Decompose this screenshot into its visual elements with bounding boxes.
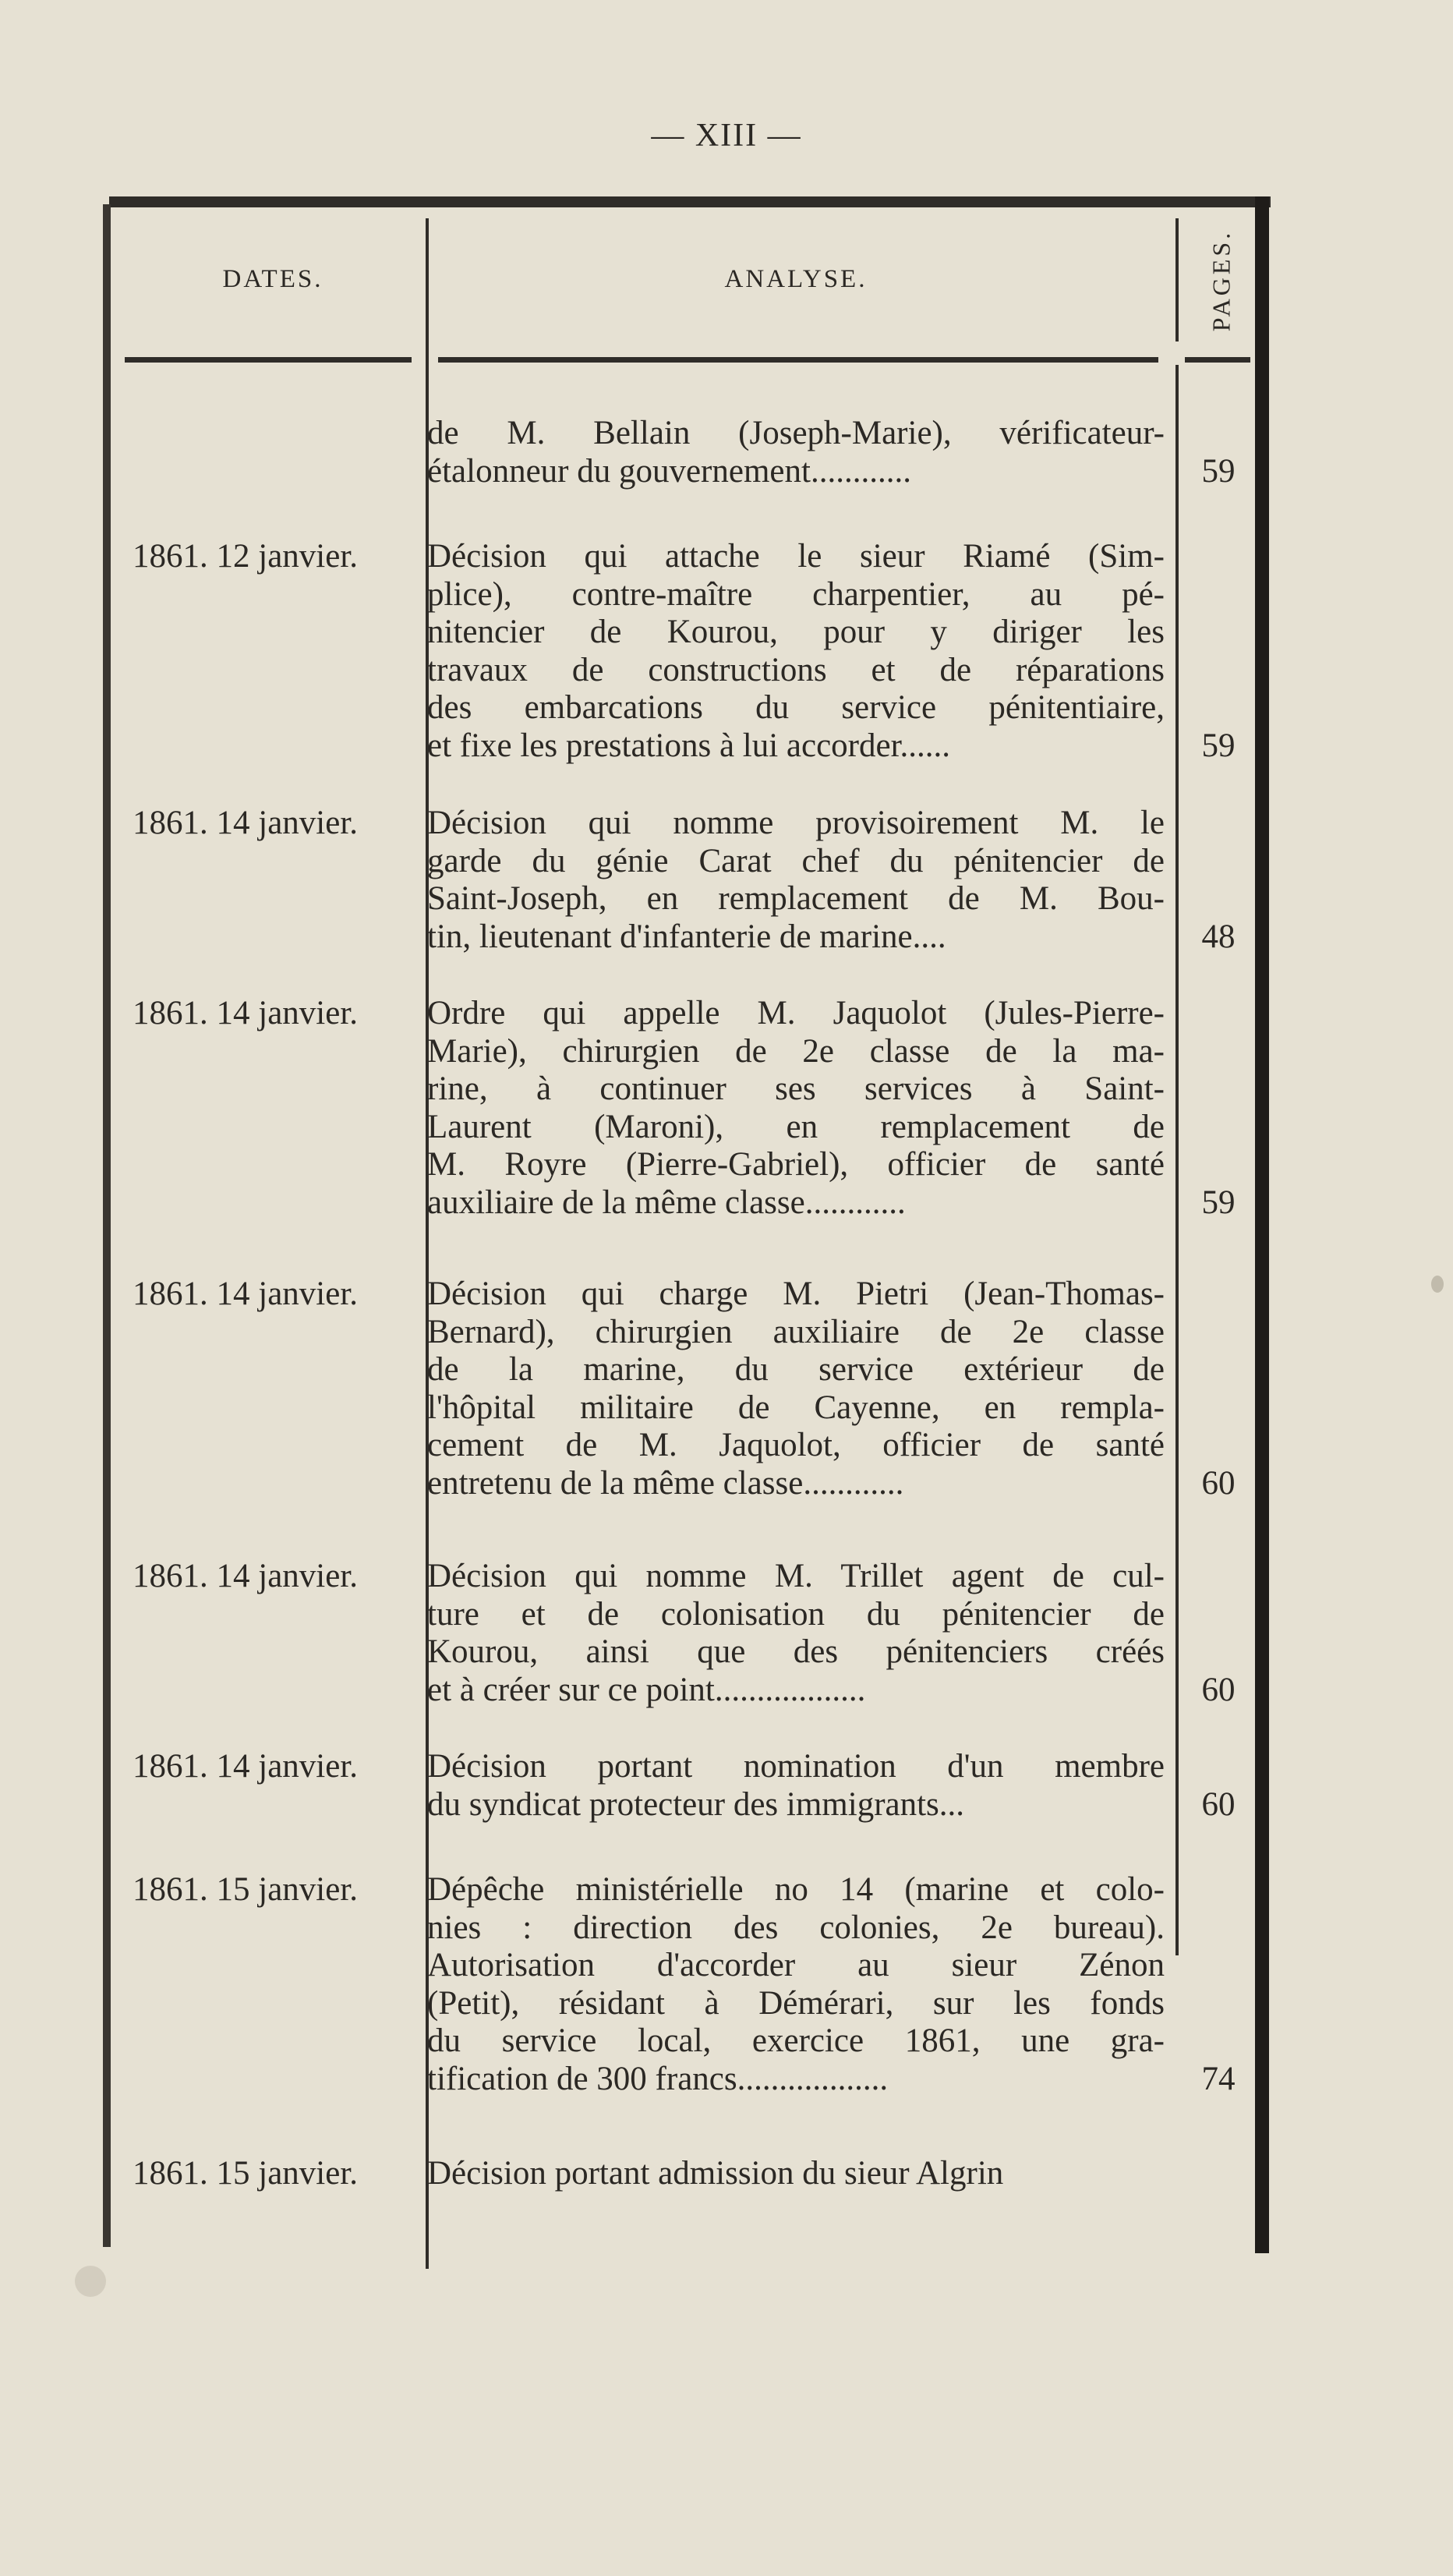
entry-analysis xyxy=(427,1558,1165,1709)
analysis-line: Laurent (Maroni), en remplacement de xyxy=(427,1108,1165,1145)
analysis-line: Décision qui attache le sieur Riamé (Sim- xyxy=(427,538,1165,575)
entry-analysis xyxy=(427,995,1165,1222)
entry-date: 1861. 14 janvier. xyxy=(133,1748,359,1785)
table-right-border xyxy=(1255,196,1269,2253)
entry-analysis xyxy=(427,805,1165,956)
analysis-line: plice), contre-maître charpentier, au pé- xyxy=(427,575,1165,613)
paper-spot xyxy=(75,2266,106,2297)
table-left-border xyxy=(103,204,111,2247)
analysis-line: travaux de constructions et de réparations xyxy=(427,651,1165,688)
analysis-line: (Petit), résidant à Démérari, sur les fonds xyxy=(427,1984,1165,2022)
column-header-pages-text: PAGES. xyxy=(1207,229,1236,332)
analysis-line: et fixe les prestations à lui accorder...... xyxy=(427,727,951,764)
analysis-line: Ordre qui appelle M. Jaquolot (Jules-Pierre- xyxy=(427,995,1165,1031)
analysis-line: tification de 300 francs.................. xyxy=(427,2060,889,2097)
analysis-line: du service local, exercice 1861, une gra- xyxy=(427,2022,1165,2059)
column-divider-pages xyxy=(1175,365,1179,1955)
analysis-line: Marie), chirurgien de 2e classe de la ma- xyxy=(427,1032,1165,1070)
analysis-line: nies : direction des colonies, 2e bureau). xyxy=(427,1909,1165,1946)
entry-page-ref: 48 xyxy=(1201,918,1236,955)
entry-analysis xyxy=(427,1748,1165,1824)
entry-date: 1861. 14 janvier. xyxy=(133,1558,359,1594)
entry-page-ref: 59 xyxy=(1201,452,1236,490)
entry-page-ref: 60 xyxy=(1201,1464,1236,1502)
entry-analysis xyxy=(427,2155,1165,2193)
page-number: — XIII — xyxy=(651,118,802,154)
analysis-line: Dépêche ministérielle no 14 (marine et colo- xyxy=(427,1871,1165,1908)
entry-analysis xyxy=(427,538,1165,765)
analysis-line: Décision qui nomme provisoirement M. le xyxy=(427,805,1165,841)
entry-date: 1861. 14 janvier. xyxy=(133,805,359,841)
entry-date: 1861. 12 janvier. xyxy=(133,538,359,575)
header-rule-analyse xyxy=(438,357,1158,363)
analysis-line: rine, à continuer ses services à Saint- xyxy=(427,1070,1165,1107)
entry-analysis xyxy=(427,415,1165,490)
header-rule-dates xyxy=(125,357,412,363)
column-header-dates: DATES. xyxy=(222,265,323,293)
analysis-line: l'hôpital militaire de Cayenne, en rempla- xyxy=(427,1389,1165,1426)
analysis-line: et à créer sur ce point.................. xyxy=(427,1671,866,1708)
analysis-line: de M. Bellain (Joseph-Marie), vérificateur- xyxy=(427,415,1165,451)
entry-date: 1861. 15 janvier. xyxy=(133,2155,359,2192)
column-divider-pages-header xyxy=(1175,218,1179,341)
analysis-line: Autorisation d'accorder au sieur Zénon xyxy=(427,1947,1165,1983)
entry-date: 1861. 14 janvier. xyxy=(133,1276,359,1312)
analysis-line: Kourou, ainsi que des pénitenciers créés xyxy=(427,1633,1165,1670)
entry-analysis xyxy=(427,1871,1165,2098)
analysis-line: auxiliaire de la même classe............ xyxy=(427,1184,906,1221)
analysis-line: M. Royre (Pierre-Gabriel), officier de santé xyxy=(427,1146,1165,1183)
analysis-line: nitencier de Kourou, pour y diriger les xyxy=(427,614,1165,650)
analysis-line: Décision qui nomme M. Trillet agent de cul- xyxy=(427,1558,1165,1594)
analysis-line: garde du génie Carat chef du pénitencier de xyxy=(427,842,1165,879)
entry-page-ref: 59 xyxy=(1201,1184,1236,1221)
entry-page-ref: 60 xyxy=(1201,1671,1236,1708)
analysis-line: entretenu de la même classe............ xyxy=(427,1464,904,1502)
entry-page-ref: 60 xyxy=(1201,1785,1236,1823)
analysis-line: Bernard), chirurgien auxiliaire de 2e classe xyxy=(427,1313,1165,1350)
entry-date: 1861. 14 janvier. xyxy=(133,995,359,1031)
analysis-line: Saint-Joseph, en remplacement de M. Bou- xyxy=(427,880,1165,917)
analysis-line: tin, lieutenant d'infanterie de marine.... xyxy=(427,918,946,955)
analysis-line: des embarcations du service pénitentiaire, xyxy=(427,689,1165,726)
analysis-line: Décision portant admission du sieur Algrin xyxy=(427,2155,1004,2192)
column-header-analyse: ANALYSE. xyxy=(724,265,868,293)
entry-date: 1861. 15 janvier. xyxy=(133,1871,359,1908)
analysis-line: Décision portant nomination d'un membre xyxy=(427,1748,1165,1785)
analysis-line: de la marine, du service extérieur de xyxy=(427,1351,1165,1388)
paper-spot xyxy=(1431,1276,1444,1293)
entry-page-ref: 74 xyxy=(1201,2060,1236,2097)
analysis-line: étalonneur du gouvernement............ xyxy=(427,452,911,490)
analysis-line: Décision qui charge M. Pietri (Jean-Thomas- xyxy=(427,1276,1165,1312)
analysis-line: ture et de colonisation du pénitencier de xyxy=(427,1595,1165,1633)
entry-analysis xyxy=(427,1276,1165,1502)
analysis-line: du syndicat protecteur des immigrants... xyxy=(427,1785,965,1823)
header-rule-pages xyxy=(1185,357,1250,363)
column-header-pages xyxy=(1194,207,1249,355)
analysis-line: cement de M. Jaquolot, officier de santé xyxy=(427,1427,1165,1463)
entry-page-ref: 59 xyxy=(1201,727,1236,764)
